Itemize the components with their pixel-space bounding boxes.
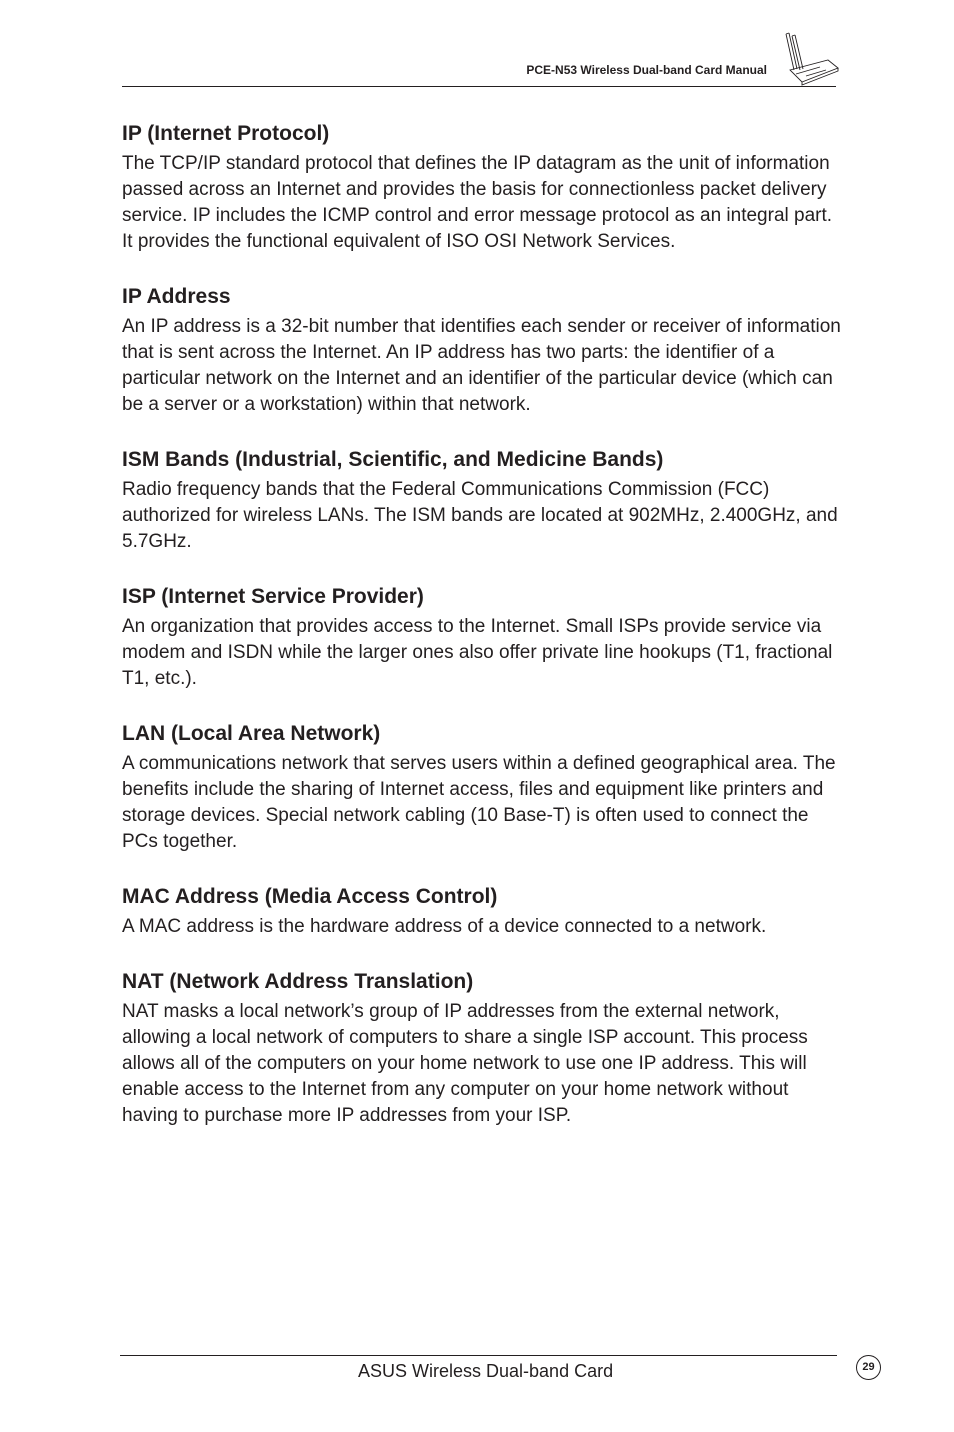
glossary-entry-nat [122, 968, 842, 1129]
glossary-content [122, 120, 842, 1157]
entry-body: NAT masks a local network’s group of IP addresses from the external network, allowing a local network of computers to share a single ISP account. This process allows all of the computers on your home network to use one IP address. This will enable access to the Internet from any computer on your home network without having to purchase more IP addresses from your ISP. [122, 1001, 808, 1126]
footer-product-name: ASUS Wireless Dual-band Card [358, 1361, 614, 1381]
entry-heading: LAN (Local Area Network) [122, 722, 381, 745]
footer-divider [120, 1355, 837, 1356]
wireless-card-icon [780, 30, 842, 90]
entry-heading: IP (Internet Protocol) [122, 122, 330, 145]
glossary-entry-lan [122, 720, 842, 855]
entry-heading: NAT (Network Address Translation) [122, 970, 474, 993]
running-header-title: PCE-N53 Wireless Dual-band Card Manual [526, 63, 767, 77]
entry-body: The TCP/IP standard protocol that defines the IP datagram as the unit of information passed across an Internet and provides the basis for connectionless packet delivery service. IP includes the ICMP control and error message protocol as an integral part. It provides the functional equivalent of ISO OSI Network Services. [122, 153, 833, 252]
entry-heading: ISM Bands (Industrial, Scientific, and Medicine Bands) [122, 448, 664, 471]
glossary-entry-ip [122, 120, 842, 255]
entry-body: A communications network that serves users within a defined geographical area. The benefits include the sharing of Internet access, files and equipment like printers and storage devices. Special network cabling (10 Base-T) is often used to connect the PCs together. [122, 753, 836, 852]
entry-body: Radio frequency bands that the Federal Communications Commission (FCC) authorized for wireless LANs. The ISM bands are located at 902MHz, 2.400GHz, and 5.7GHz. [122, 479, 838, 552]
glossary-entry-ip-address [122, 283, 842, 418]
glossary-entry-ism-bands [122, 446, 842, 555]
entry-body: A MAC address is the hardware address of a device connected to a network. [122, 916, 767, 937]
glossary-entry-isp [122, 583, 842, 692]
entry-heading: MAC Address (Media Access Control) [122, 885, 498, 908]
entry-body: An organization that provides access to the Internet. Small ISPs provide service via modem and ISDN while the larger ones also offer private line hookups (T1, fractional T1, etc.). [122, 616, 833, 689]
entry-heading: ISP (Internet Service Provider) [122, 585, 424, 608]
glossary-entry-mac-address [122, 883, 842, 940]
page-number-badge: 29 [856, 1355, 881, 1380]
entry-body: An IP address is a 32-bit number that identifies each sender or receiver of information that is sent across the Internet. An IP address has two parts: the identifier of a particular network on the Internet and an identifier of the particular device (which can be a server or a workstation) within that network. [122, 316, 841, 415]
header-divider [122, 86, 836, 87]
entry-heading: IP Address [122, 285, 231, 308]
